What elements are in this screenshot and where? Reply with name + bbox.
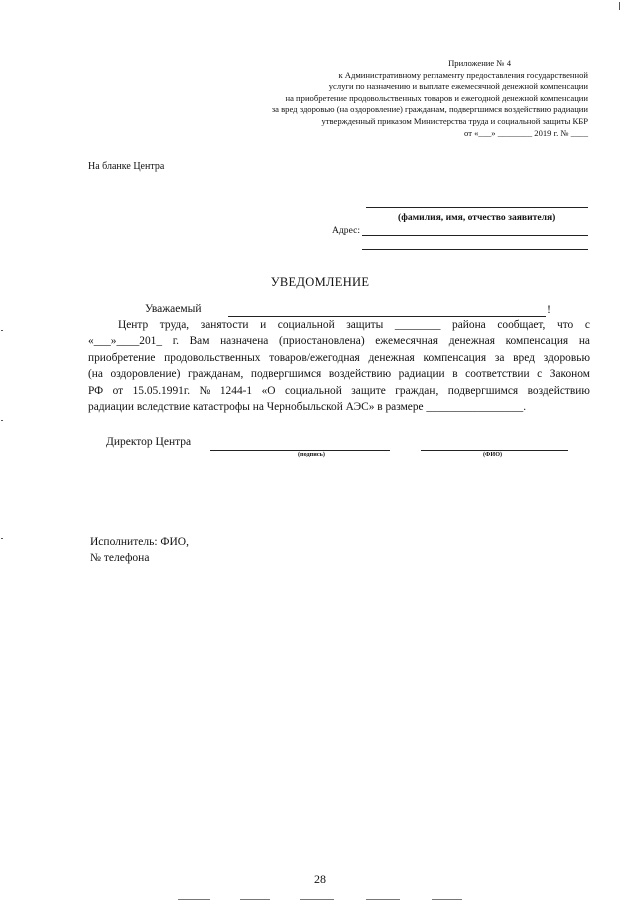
appendix-line: Приложение № 4 bbox=[448, 58, 511, 68]
appendix-line: к Административному регламенту предоставления государственной bbox=[338, 69, 588, 80]
applicant-name-caption: (фамилия, имя, отчество заявителя) bbox=[398, 212, 556, 223]
applicant-name-line bbox=[366, 207, 588, 208]
page-number: 28 bbox=[314, 872, 326, 886]
scan-mark bbox=[240, 899, 270, 900]
body-line: «___»____201_ г. Вам назначена (приостановлена) ежемесячная денежная компенсация на bbox=[88, 335, 590, 348]
notification-body bbox=[88, 317, 590, 415]
scan-mark bbox=[1, 330, 3, 331]
scan-mark bbox=[432, 899, 462, 900]
appendix-line: на приобретение продовольственных товаров и ежегодной денежной компенсации bbox=[285, 92, 588, 103]
appendix-header bbox=[188, 58, 588, 139]
scan-mark bbox=[300, 899, 334, 900]
appendix-line: утвержденный приказом Министерства труда и социальной защиты КБР bbox=[321, 115, 588, 126]
greeting-label: Уважаемый bbox=[145, 303, 202, 315]
executor-name: Исполнитель: ФИО, bbox=[90, 536, 189, 548]
scan-mark bbox=[366, 899, 400, 900]
address-label: Адрес: bbox=[332, 225, 361, 236]
executor-block bbox=[90, 534, 189, 566]
body-line: РФ от 15.05.1991г. № 1244-1 «О социальной защите граждан, подвергшимся воздействию bbox=[88, 384, 590, 397]
scan-mark bbox=[619, 2, 620, 10]
document-title: УВЕДОМЛЕНИЕ bbox=[270, 275, 370, 289]
address-line bbox=[362, 235, 588, 236]
greeting-exclamation: ! bbox=[547, 302, 551, 316]
signature-caption: (подпись) bbox=[298, 451, 325, 458]
appendix-line: от «___» ________ 2019 г. № ____ bbox=[464, 127, 588, 138]
scan-mark bbox=[1, 420, 3, 421]
address-line bbox=[362, 249, 588, 250]
letterhead-note: На бланке Центра bbox=[88, 161, 165, 172]
director-label: Директор Центра bbox=[106, 436, 192, 448]
body-line: (на оздоровление) гражданам, подвергшимся воздействию радиации в соответствии с Законом bbox=[88, 368, 590, 381]
body-line: Центр труда, занятости и социальной защиты ________ района сообщает, что с bbox=[118, 319, 590, 331]
executor-phone: № телефона bbox=[90, 552, 150, 564]
body-line-last: радиации вследствие катастрофы на Чернобыльской АЭС» в размере _________________. bbox=[88, 401, 527, 414]
body-line: приобретение продовольственных товаров/ежегодная денежная компенсация за вред здоровью bbox=[88, 351, 590, 364]
scan-mark bbox=[1, 538, 3, 539]
appendix-line: услуги по назначению и выплате ежемесячной денежной компенсации bbox=[328, 81, 588, 92]
scan-mark bbox=[178, 899, 210, 900]
appendix-line: за вред здоровью (на оздоровление) гражданам, подвергшимся воздействию радиации bbox=[271, 104, 588, 115]
fio-caption: (ФИО) bbox=[483, 451, 503, 458]
